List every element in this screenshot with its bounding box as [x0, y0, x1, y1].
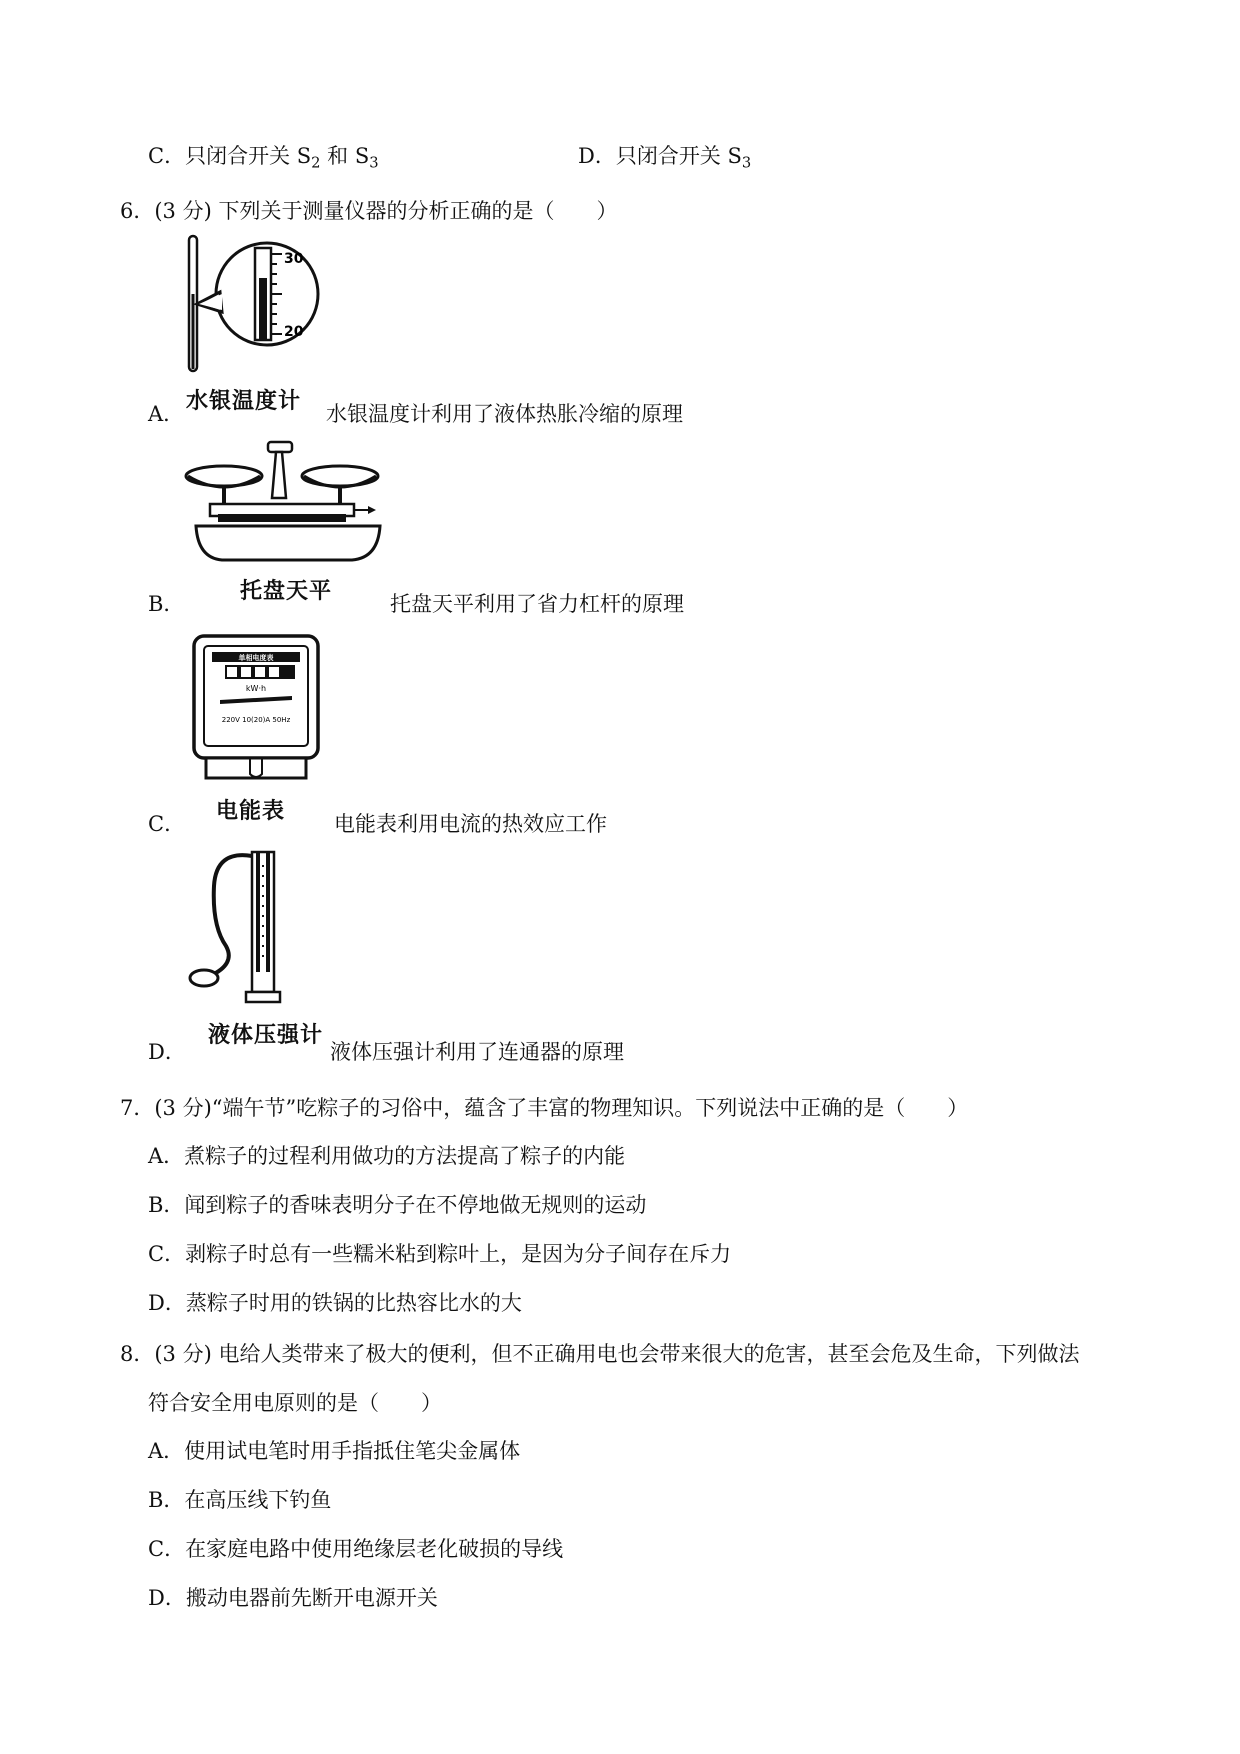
- q6-option-b-text: 托盘天平利用了省力杠杆的原理: [390, 592, 684, 616]
- meter-unit: kW·h: [245, 684, 267, 693]
- meter-caption: 电能表: [216, 799, 286, 824]
- pressure-gauge-caption: 液体压强计: [208, 1023, 324, 1048]
- q6-option-d-text: 液体压强计利用了连通器的原理: [330, 1040, 624, 1064]
- q8-option-b: B．在高压线下钓鱼: [148, 1488, 332, 1512]
- electric-meter-icon: [192, 634, 322, 784]
- thermometer-caption: 水银温度计: [186, 389, 302, 414]
- q7-option-a: A．煮粽子的过程利用做功的方法提高了粽子的内能: [148, 1144, 626, 1168]
- balance-caption: 托盘天平: [240, 579, 333, 604]
- q5-option-c: C．只闭合开关 $S_2$ 和 $S_3$: [148, 144, 379, 172]
- thermometer-scale-30: 30: [284, 251, 304, 267]
- q7-option-b: B．闻到粽子的香味表明分子在不停地做无规则的运动: [148, 1193, 647, 1217]
- balance-scale-icon: [182, 440, 392, 570]
- pressure-gauge-icon: [186, 846, 296, 1006]
- q6-option-d-letter: D．: [148, 1040, 186, 1064]
- q7-stem: 7．(3 分)“端午节”吃粽子的习俗中，蕴含了丰富的物理知识。下列说法中正确的是（ ）: [120, 1096, 969, 1120]
- q8-option-a: A．使用试电笔时用手指抵住笔尖金属体: [148, 1439, 521, 1463]
- q6-option-a-letter: A．: [148, 402, 185, 426]
- q6-option-a-text: 水银温度计利用了液体热胀冷缩的原理: [326, 402, 683, 426]
- thermometer-scale-20: 20: [284, 324, 304, 340]
- q6-stem: 6．(3 分) 下列关于测量仪器的分析正确的是（ ）: [120, 199, 618, 223]
- q6-option-b-letter: B．: [148, 592, 185, 616]
- q8-stem-line2: 符合安全用电原则的是（ ）: [148, 1391, 442, 1415]
- q8-option-d: D．搬动电器前先断开电源开关: [148, 1586, 438, 1610]
- q7-option-c: C．剥粽子时总有一些糯米粘到粽叶上，是因为分子间存在斥力: [148, 1242, 732, 1266]
- q5-option-d: D．只闭合开关 $S_3$: [578, 144, 752, 172]
- q8-option-c: C．在家庭电路中使用绝缘层老化破损的导线: [148, 1537, 564, 1561]
- thermometer-icon: [182, 234, 322, 374]
- q6-option-c-letter: C．: [148, 812, 186, 836]
- q7-option-d: D．蒸粽子时用的铁锅的比热容比水的大: [148, 1291, 522, 1315]
- q6-option-c-text: 电能表利用电流的热效应工作: [334, 812, 607, 836]
- q8-stem-line1: 8．(3 分) 电给人类带来了极大的便利，但不正确用电也会带来很大的危害，甚至会危及生命，下列做法: [120, 1342, 1080, 1366]
- meter-title: 单相电度表: [238, 654, 274, 662]
- meter-specs: 220V 10(20)A 50Hz: [221, 716, 291, 724]
